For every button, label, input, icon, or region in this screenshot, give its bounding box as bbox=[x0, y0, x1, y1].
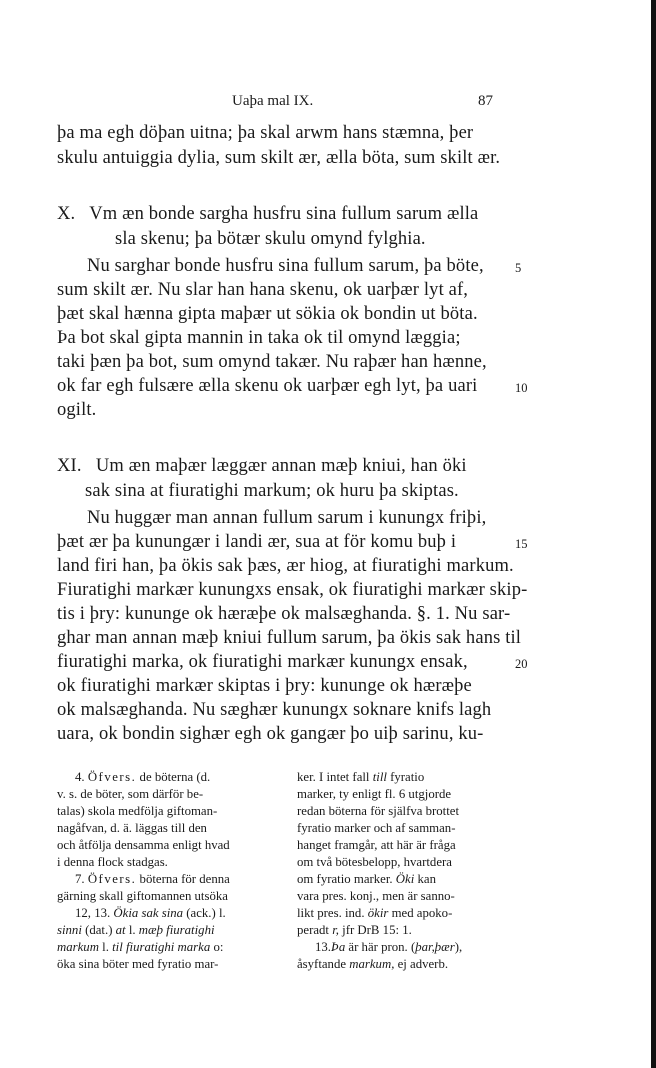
section-heading: sak sina at fiuratighi markum; ok huru þa skiptas. bbox=[85, 481, 459, 501]
footnote-line: gärning skall giftomannen utsöka bbox=[57, 889, 228, 903]
text-line: Nu huggær man annan fullum sarum i kunungx friþi, bbox=[87, 508, 487, 528]
text-line: þæt ær þa kunungær i landi ær, sua at för komu buþ i bbox=[57, 532, 457, 552]
footnote-line: 4. Öfvers. de böterna (d. bbox=[75, 770, 211, 784]
text-line: uara, ok bondin sighær egh ok gangær þo uiþ sarinu, ku- bbox=[57, 724, 484, 744]
text-line: þæt skal hænna gipta maþær ut sökia ok bondin ut böta. bbox=[57, 304, 478, 324]
text-line: fiuratighi marka, ok fiuratighi markær kunungx ensak, bbox=[57, 652, 468, 672]
text-line: Fiuratighi markær kunungxs ensak, ok fiuratighi markær skip- bbox=[57, 580, 528, 600]
page-edge bbox=[651, 0, 656, 1068]
footnote-line: talas) skola medfölja giftoman- bbox=[57, 804, 218, 818]
text-line: ok malsæghanda. Nu sæghær kunungx soknare knifs lagh bbox=[57, 700, 492, 720]
text-line: ok far egh fulsære ælla skenu ok uarþær egh lyt, þa uari bbox=[57, 376, 478, 396]
text-line: ghar man annan mæþ kniui fullum sarum, þa ökis sak hans til bbox=[57, 628, 522, 648]
footnote-line: peradt r, jfr DrB 15: 1. bbox=[297, 923, 412, 937]
section-heading: X. Vm æn bonde sargha husfru sina fullum sarum ælla bbox=[57, 204, 479, 224]
footnote-line: 12, 13. Ökia sak sina (ack.) l. bbox=[75, 906, 226, 920]
footnote-line: öka sina böter med fyratio mar- bbox=[57, 957, 219, 971]
footnote-line: vara pres. konj., men är sanno- bbox=[297, 889, 455, 903]
text-line: land firi han, þa ökis sak þæs, ær hiog, at fiuratighi markum. bbox=[57, 556, 514, 576]
footnote-line: i denna flock stadgas. bbox=[57, 855, 168, 869]
text-line: sum skilt ær. Nu slar han hana skenu, ok uarþær lyt af, bbox=[57, 280, 469, 300]
footnote-line: likt pres. ind. ökir med apoko- bbox=[297, 906, 453, 920]
text-line: ogilt. bbox=[57, 400, 97, 420]
line-number: 15 bbox=[515, 537, 528, 551]
footnote-line: markum l. til fiuratighi marka o: bbox=[57, 940, 224, 954]
footnote-line: 13.Þa är här pron. (þar,þær), bbox=[315, 940, 463, 954]
text-line: skulu antuiggia dylia, sum skilt ær, ælla böta, sum skilt ær. bbox=[57, 148, 501, 168]
footnote-line: hanget framgår, att här är fråga bbox=[297, 838, 456, 852]
footnote-line: sinni (dat.) at l. mæþ fiuratighi bbox=[57, 923, 215, 937]
footnote-line: fyratio marker och af samman- bbox=[297, 821, 456, 835]
line-number: 10 bbox=[515, 381, 528, 395]
running-head: Uaþa mal IX. bbox=[232, 93, 314, 109]
footnote-line: marker, ty enligt fl. 6 utgjorde bbox=[297, 787, 452, 801]
section-heading: XI. Um æn maþær læggær annan mæþ kniui, han öki bbox=[57, 456, 467, 476]
line-number: 5 bbox=[515, 261, 522, 275]
line-number: 20 bbox=[515, 657, 528, 671]
footnote-line: redan böterna för själfva brottet bbox=[297, 804, 460, 818]
text-line: tis i þry: kununge ok hæræþe ok malsæghanda. §. 1. Nu sar- bbox=[57, 604, 511, 624]
section-heading: sla skenu; þa bötær skulu omynd fylghia. bbox=[115, 229, 426, 249]
footnote-line: om fyratio marker. Öki kan bbox=[297, 872, 436, 886]
footnote-line: ker. I intet fall till fyratio bbox=[297, 770, 425, 784]
footnote-line: 7. Öfvers. böterna för denna bbox=[75, 872, 230, 886]
text-line: ok fiuratighi markær skiptas i þry: kununge ok hæræþe bbox=[57, 676, 472, 696]
footnote-line: nagåfvan, d. ä. läggas till den bbox=[57, 821, 207, 835]
text-line: taki þæn þa bot, sum omynd takær. Nu raþær han hænne, bbox=[57, 352, 487, 372]
footnote-line: och åtfölja densamma enligt hvad bbox=[57, 838, 230, 852]
text-line: Nu sarghar bonde husfru sina fullum sarum, þa böte, bbox=[87, 256, 484, 276]
footnote-line: v. s. de böter, som därför be- bbox=[57, 787, 204, 801]
footnote-line: åsyftande markum, ej adverb. bbox=[297, 957, 449, 971]
text-line: Þa bot skal gipta mannin in taka ok til omynd læggia; bbox=[57, 328, 461, 348]
page-number: 87 bbox=[478, 93, 493, 109]
footnote-line: om två bötesbelopp, hvartdera bbox=[297, 855, 452, 869]
text-line: þa ma egh döþan uitna; þa skal arwm hans stæmna, þer bbox=[57, 123, 474, 143]
